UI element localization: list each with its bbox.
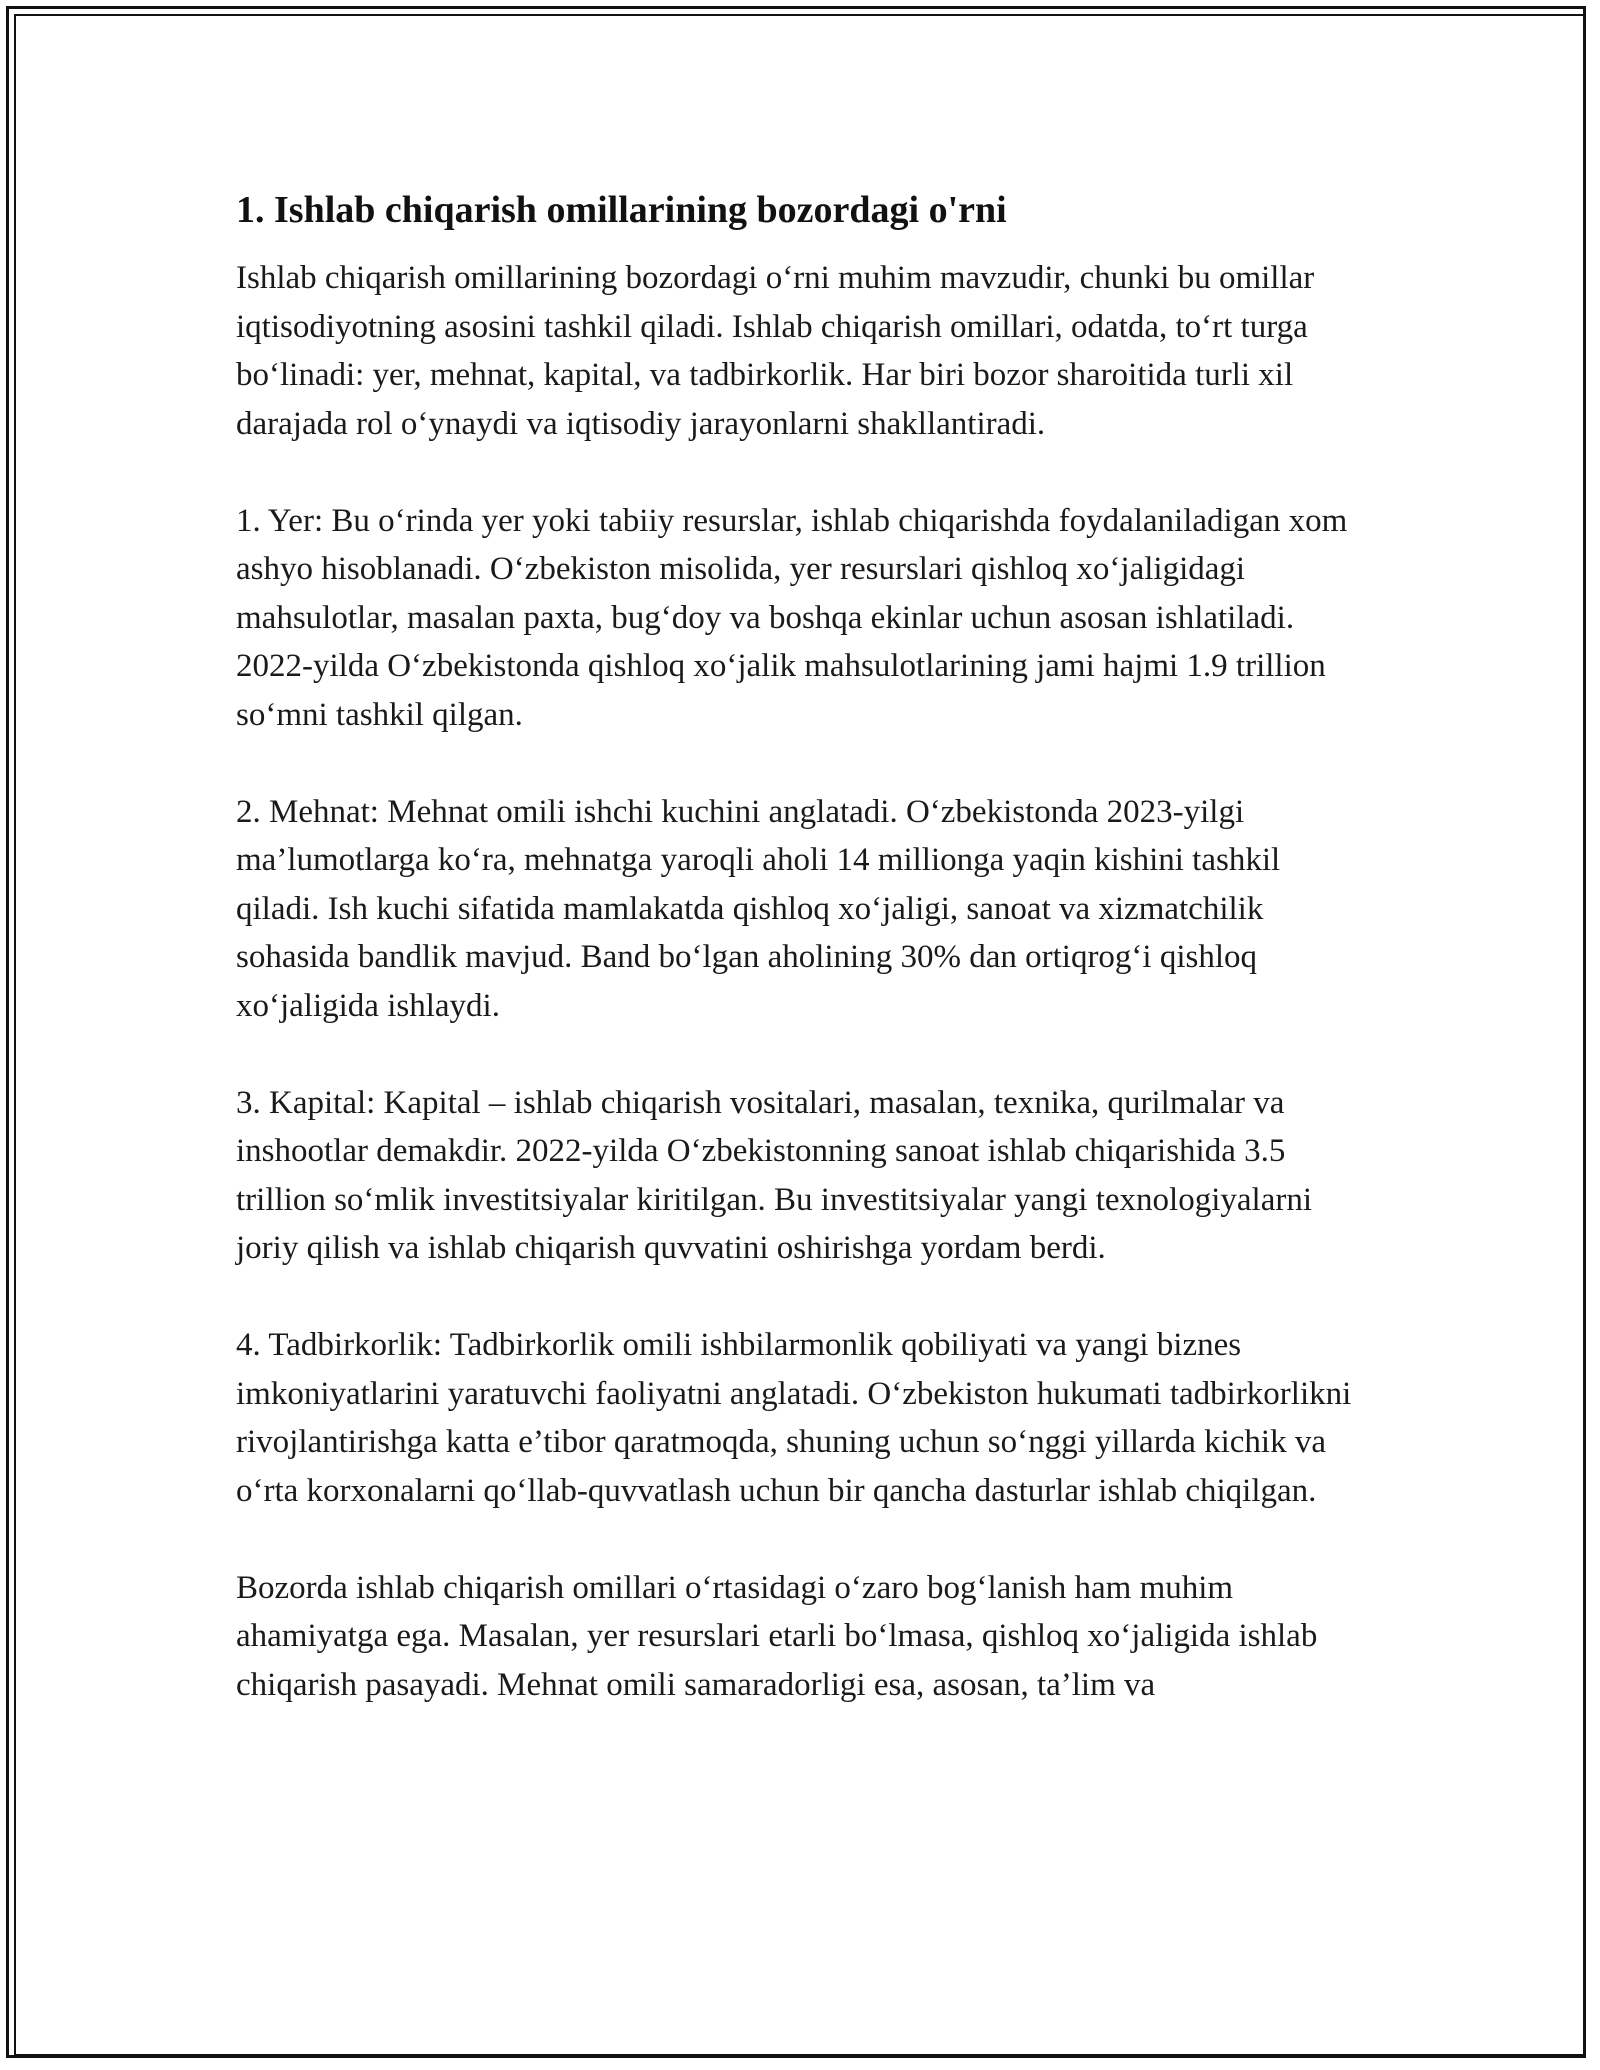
paragraph-mehnat: 2. Mehnat: Mehnat omili ishchi kuchini anglatadi. O‘zbekistonda 2023-yilgi ma’lumotlarga ko‘ra, mehnatga yaroqli aholi 14 millionga yaqin kishini tashkil qiladi. Ish kuchi sifatida mamlakatda qishloq xo‘jaligi, sanoat va xizmatchilik sohasida bandlik mavjud. Band bo‘lgan aholining 30% dan ortiqrog‘i qishloq xo‘jaligida ishlaydi. bbox=[236, 793, 1281, 1024]
paragraph-kapital: 3. Kapital: Kapital – ishlab chiqarish vositalari, masalan, texnika, qurilmalar va inshootlar demakdir. 2022-yilda O‘zbekistonning sanoat ishlab chiqarishida 3.5 trillion so‘mlik investitsiyalar kiritilgan. Bu investitsiyalar yangi texnologiyalarni joriy qilish va ishlab chiqarish quvvatini oshirishga yordam berdi. bbox=[236, 1084, 1312, 1266]
paragraph-yer: 1. Yer: Bu o‘rinda yer yoki tabiiy resurslar, ishlab chiqarishda foydalaniladigan xom ashyo hisoblanadi. O‘zbekiston misolida, yer resurslari qishloq xo‘jaligidagi mahsulotlar, masalan paxta, bug‘doy va boshqa ekinlar uchun asosan ishlatiladi. 2022-yilda O‘zbekistonda qishloq xo‘jalik mahsulotlarining jami hajmi 1.9 trillion so‘mni tashkil qilgan. bbox=[236, 502, 1348, 733]
document-body bbox=[236, 186, 1366, 1758]
paragraph-bozorda: Bozorda ishlab chiqarish omillari o‘rtasidagi o‘zaro bog‘lanish ham muhim ahamiyatga ega. Masalan, yer resurslari etarli bo‘lmasa, qishloq xo‘jaligida ishlab chiqarish pasayadi. Mehnat omili samaradorligi esa, asosan, ta’lim va bbox=[236, 1569, 1318, 1703]
intro-paragraph: Ishlab chiqarish omillarining bozordagi o‘rni muhim mavzudir, chunki bu omillar iqtisodiyotning asosini tashkil qiladi. Ishlab chiqarish omillari, odatda, to‘rt turga bo‘linadi: yer, mehnat, kapital, va tadbirkorlik. Har biri bozor sharoitida turli xil darajada rol o‘ynaydi va iqtisodiy jarayonlarni shakllantiradi. bbox=[236, 260, 1315, 442]
paragraph-tadbirkorlik: 4. Tadbirkorlik: Tadbirkorlik omili ishbilarmonlik qobiliyati va yangi biznes imkoniyatlarini yaratuvchi faoliyatni anglatadi. O‘zbekiston hukumati tadbirkorlikni rivojlantirishga katta e’tibor qaratmoqda, shuning uchun so‘nggi yillarda kichik va o‘rta korxonalarni qo‘llab-quvvatlash uchun bir qancha dasturlar ishlab chiqilgan. bbox=[236, 1327, 1352, 1509]
section-heading: 1. Ishlab chiqarish omillarining bozordagi o'rni bbox=[236, 189, 1007, 231]
